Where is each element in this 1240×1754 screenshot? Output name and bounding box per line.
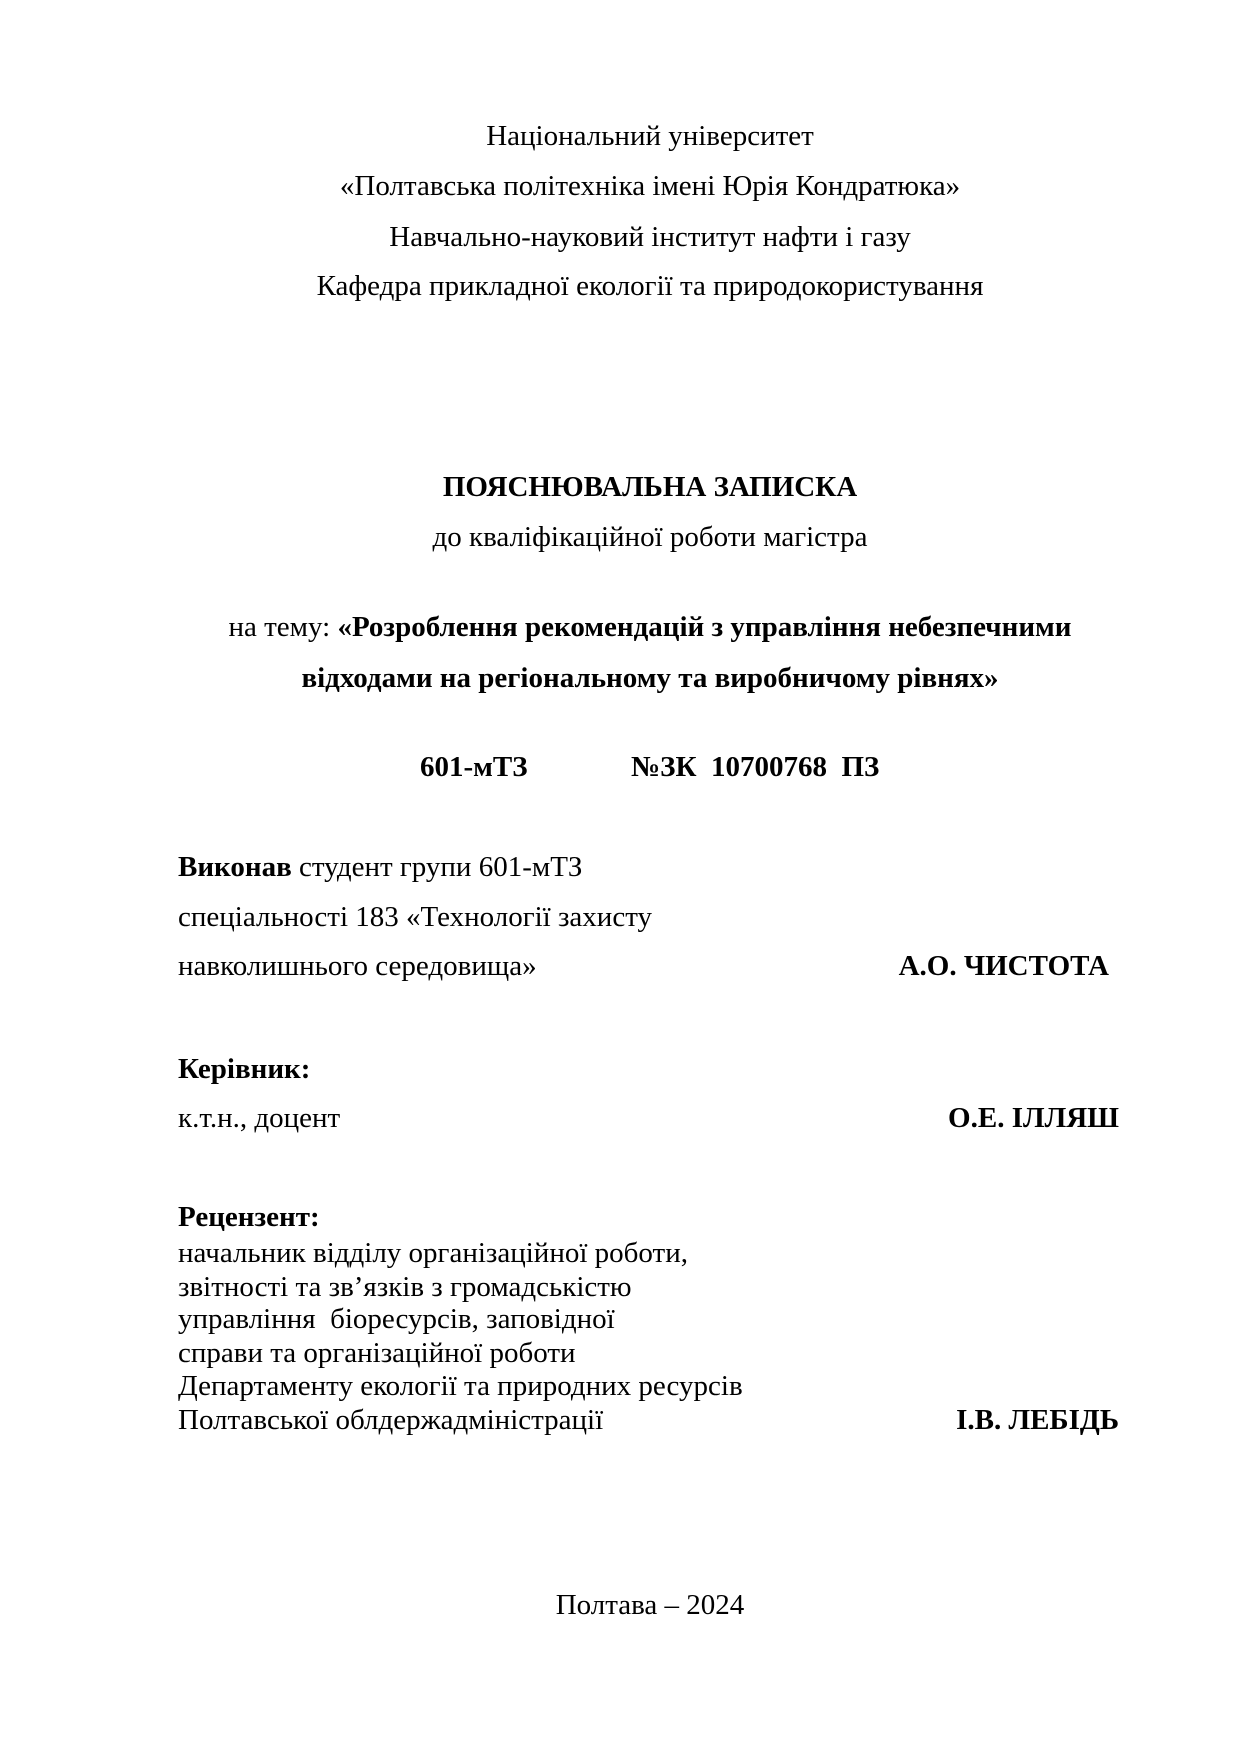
author-line-1 bbox=[178, 850, 582, 884]
topic-text-1: «Розроблення рекомендацій з управління небезпечними bbox=[337, 611, 1072, 643]
topic-line-2: відходами на регіональному та виробничому рівнях» bbox=[301, 662, 999, 694]
reviewer-line: начальник відділу організаційної роботи, bbox=[178, 1237, 688, 1269]
university-name: «Полтавська політехніка імені Юрія Кондратюка» bbox=[339, 170, 961, 202]
topic-prefix: на тему: bbox=[228, 611, 338, 643]
group-code: 601-мТЗ bbox=[420, 751, 528, 783]
department-line: Кафедра прикладної екології та природокористування bbox=[316, 270, 984, 302]
author-line-2: спеціальності 183 «Технології захисту bbox=[178, 901, 652, 933]
institute-line: Навчально-науковий інститут нафти і газу bbox=[389, 221, 911, 253]
document-subtitle: до кваліфікаційної роботи магістра bbox=[432, 521, 868, 553]
topic-line-1 bbox=[180, 610, 1120, 644]
university-line: Національний університет bbox=[486, 120, 814, 152]
document-title: ПОЯСНЮВАЛЬНА ЗАПИСКА bbox=[442, 471, 858, 503]
reviewer-line: Департаменту екології та природних ресурсів bbox=[178, 1370, 743, 1402]
reviewer-line: управління біоресурсів, заповідної bbox=[178, 1303, 615, 1335]
reviewer-line: звітності та зв’язків з громадськістю bbox=[178, 1271, 632, 1303]
author-line-3: навколишнього середовища» bbox=[178, 950, 537, 982]
place-year: Полтава – 2024 bbox=[555, 1589, 745, 1621]
document-code: №ЗК 10700768 ПЗ bbox=[631, 751, 880, 783]
reviewer-label: Рецензент: bbox=[178, 1201, 320, 1233]
supervisor-title: к.т.н., доцент bbox=[178, 1102, 341, 1134]
supervisor-name: О.Е. ІЛЛЯШ bbox=[948, 1102, 1119, 1134]
reviewer-line: справи та організаційної роботи bbox=[178, 1337, 576, 1369]
supervisor-label: Керівник: bbox=[178, 1053, 311, 1085]
reviewer-line: Полтавської облдержадміністрації bbox=[178, 1404, 604, 1436]
author-name: А.О. ЧИСТОТА bbox=[898, 950, 1109, 982]
author-label: Виконав bbox=[178, 851, 292, 883]
reviewer-name: І.В. ЛЕБІДЬ bbox=[956, 1404, 1119, 1436]
author-group: студент групи 601-мТЗ bbox=[291, 851, 583, 883]
